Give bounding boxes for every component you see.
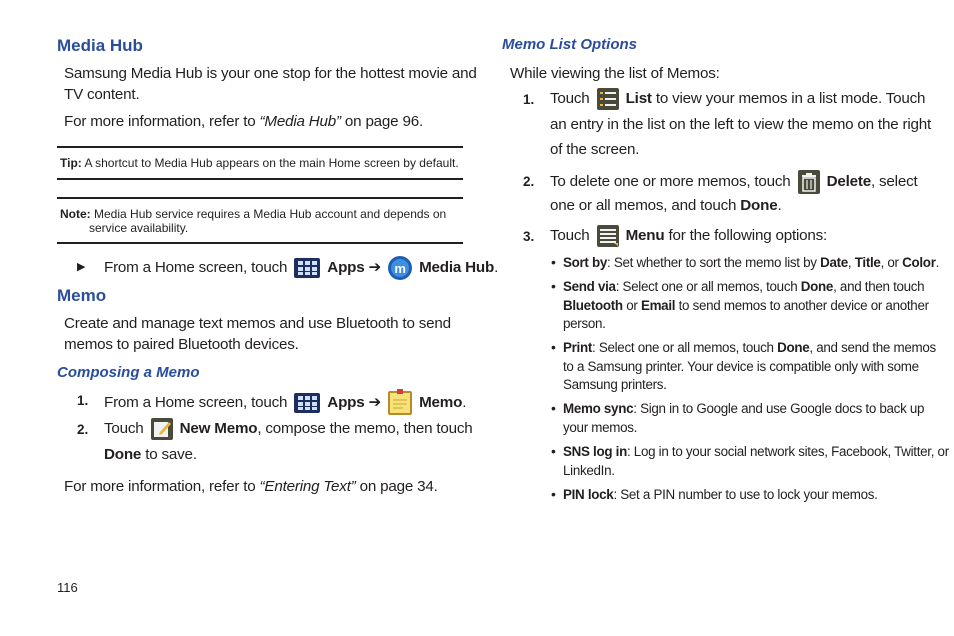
option-sns-log-in-line2: LinkedIn. — [563, 463, 615, 478]
composing-memo-heading: Composing a Memo — [57, 364, 200, 381]
period: . — [462, 394, 467, 412]
page-number: 116 — [57, 580, 78, 595]
tip-text: A shortcut to Media Hub appears on the main Home screen by default. — [81, 156, 459, 170]
s3-rest: for the following options: — [664, 227, 828, 245]
done-label[interactable]: Done — [104, 446, 142, 463]
option-memo-sync[interactable] — [563, 399, 924, 418]
note-bottom-rule — [57, 242, 463, 244]
tip-label: Tip: — [60, 156, 82, 170]
more-info-suffix: on page 96. — [340, 113, 423, 130]
new-memo-icon — [151, 418, 173, 440]
send-via-label: Send via — [563, 279, 616, 294]
memo-list-options-heading: Memo List Options — [502, 36, 637, 53]
s1-rest: to view your memos in a list mode. Touch — [651, 90, 926, 108]
sort-by-text: : Set whether to sort the memo list by — [607, 255, 821, 270]
compose-step2-line1 — [104, 418, 473, 440]
apps-label[interactable]: Apps — [327, 259, 365, 277]
bluetooth-label: Bluetooth — [563, 298, 623, 313]
send-via-text2: , and then touch — [833, 279, 925, 294]
opt-step1-line3: of the screen. — [550, 141, 640, 158]
entering-text-page-ref[interactable]: “Entering Text” — [259, 478, 356, 495]
media-hub-label[interactable]: Media Hub — [419, 259, 495, 277]
print-label: Print — [563, 340, 593, 355]
option-print[interactable] — [563, 338, 936, 357]
apps-grid-icon — [294, 258, 320, 278]
memo-desc-line2: memos to paired Bluetooth devices. — [64, 336, 299, 353]
note-top-rule — [57, 197, 463, 199]
bullet: • — [551, 254, 556, 270]
step2-rest: , compose the memo, then touch — [257, 420, 473, 438]
opt-step2-line1 — [550, 170, 918, 194]
option-sort-by[interactable] — [563, 253, 939, 272]
s2-rest: , select — [871, 173, 918, 191]
option-send-via-line2 — [563, 296, 929, 315]
menu-label[interactable]: Menu — [625, 227, 665, 245]
touch-text: Touch — [104, 420, 144, 438]
bullet: • — [551, 486, 556, 502]
send-via-text3: to send memos to another device or another — [675, 298, 929, 313]
title-label: Title — [854, 255, 881, 270]
media-hub-page-ref[interactable]: “Media Hub” — [259, 113, 341, 130]
note-text-line1: Media Hub service requires a Media Hub account and depends on — [94, 207, 447, 221]
memo-app-icon — [387, 389, 413, 417]
memo-sync-label: Memo sync — [563, 401, 634, 416]
pin-lock-text: : Set a PIN number to use to lock your memos. — [613, 487, 878, 502]
list-label[interactable]: List — [625, 90, 652, 108]
arrow-glyph: ➔ — [368, 394, 382, 412]
note-box — [60, 207, 446, 221]
opt-step1-line2: an entry in the list on the left to view the memo on the right — [550, 116, 931, 133]
sns-log-in-text: : Log in to your social network sites, Facebook, Twitter, or — [626, 444, 949, 459]
media-hub-step — [104, 255, 498, 281]
memo-label[interactable]: Memo — [419, 394, 463, 412]
memo-heading: Memo — [57, 286, 107, 305]
period: . — [494, 259, 499, 277]
opt-step2-number: 2. — [523, 174, 535, 189]
opt-step2-line2 — [550, 195, 781, 216]
option-print-line3: Samsung printers. — [563, 377, 667, 392]
entering-text-more-info — [64, 476, 438, 497]
email-label: Email — [640, 298, 676, 313]
option-pin-lock[interactable] — [563, 485, 878, 504]
send-via-text: : Select one or all memos, touch — [615, 279, 801, 294]
memo-sync-text: : Sign in to Google and use Google docs to back up — [633, 401, 925, 416]
apps-grid-icon — [294, 393, 320, 413]
more-info-prefix: For more information, refer to — [64, 113, 260, 130]
new-memo-label[interactable]: New Memo — [179, 420, 258, 438]
menu-icon — [597, 225, 619, 247]
comma: , — [847, 255, 855, 270]
to-save: to save. — [141, 446, 197, 463]
color-label: Color — [902, 255, 936, 270]
or-text: or — [622, 298, 641, 313]
arrow-glyph: ➔ — [368, 259, 382, 277]
media-hub-desc-line1: Samsung Media Hub is your one stop for the hottest movie and — [64, 65, 477, 82]
media-hub-icon — [387, 255, 413, 281]
bullet: • — [551, 400, 556, 416]
tip-top-rule — [57, 146, 463, 148]
option-sns-log-in[interactable] — [563, 442, 949, 461]
apps-label[interactable]: Apps — [327, 394, 365, 412]
bullet: • — [551, 278, 556, 294]
step-arrow-icon: ▶ — [77, 261, 86, 273]
touch-text: Touch — [550, 90, 590, 108]
done-label: Done — [800, 279, 834, 294]
memo-desc-line1: Create and manage text memos and use Bluetooth to send — [64, 315, 451, 332]
print-text2: , and send the memos — [809, 340, 936, 355]
date-label: Date — [820, 255, 848, 270]
note-text-line2: service availability. — [89, 221, 189, 235]
more-info2-prefix: For more information, refer to — [64, 478, 260, 495]
step1-number: 1. — [77, 393, 89, 408]
opt-step1-line1 — [550, 88, 925, 110]
more-info2-suffix: on page 34. — [355, 478, 438, 495]
done-label: Done — [777, 340, 810, 355]
sort-by-label: Sort by — [563, 255, 608, 270]
tip-bottom-rule — [57, 178, 463, 180]
opt-step3-line1 — [550, 225, 827, 247]
media-hub-desc-line2: TV content. — [64, 86, 140, 103]
delete-icon — [798, 170, 820, 194]
print-text: : Select one or all memos, touch — [592, 340, 778, 355]
option-memo-sync-line2: your memos. — [563, 420, 638, 435]
option-send-via-line3: person. — [563, 316, 606, 331]
compose-step2-line2 — [104, 444, 197, 465]
step1-text: From a Home screen, touch — [104, 394, 288, 412]
period: . — [777, 197, 782, 214]
bullet: • — [551, 339, 556, 355]
done-label[interactable]: Done — [740, 197, 778, 214]
period: . — [935, 255, 940, 270]
s2-text: To delete one or more memos, touch — [550, 173, 791, 191]
media-hub-more-info — [64, 111, 423, 132]
opt-step1-number: 1. — [523, 92, 535, 107]
option-send-via[interactable] — [563, 277, 924, 296]
bullet: • — [551, 443, 556, 459]
option-print-line2: to a Samsung printer. Your device is compatible only with some — [563, 359, 919, 374]
or-text: , or — [880, 255, 903, 270]
tip-box — [60, 156, 459, 170]
delete-label[interactable]: Delete — [826, 173, 871, 191]
note-label: Note: — [60, 207, 91, 221]
media-hub-heading: Media Hub — [57, 36, 143, 55]
compose-step1 — [104, 389, 466, 417]
step-text: From a Home screen, touch — [104, 259, 288, 277]
svg-text:m: m — [394, 261, 406, 276]
list-icon — [597, 88, 619, 110]
options-intro: While viewing the list of Memos: — [510, 65, 720, 82]
touch-text: Touch — [550, 227, 590, 245]
pin-lock-label: PIN lock — [563, 487, 614, 502]
s2-line2-pre: one or all memos, and touch — [550, 197, 741, 214]
sns-log-in-label: SNS log in — [563, 444, 627, 459]
opt-step3-number: 3. — [523, 229, 535, 244]
step2-number: 2. — [77, 422, 89, 437]
